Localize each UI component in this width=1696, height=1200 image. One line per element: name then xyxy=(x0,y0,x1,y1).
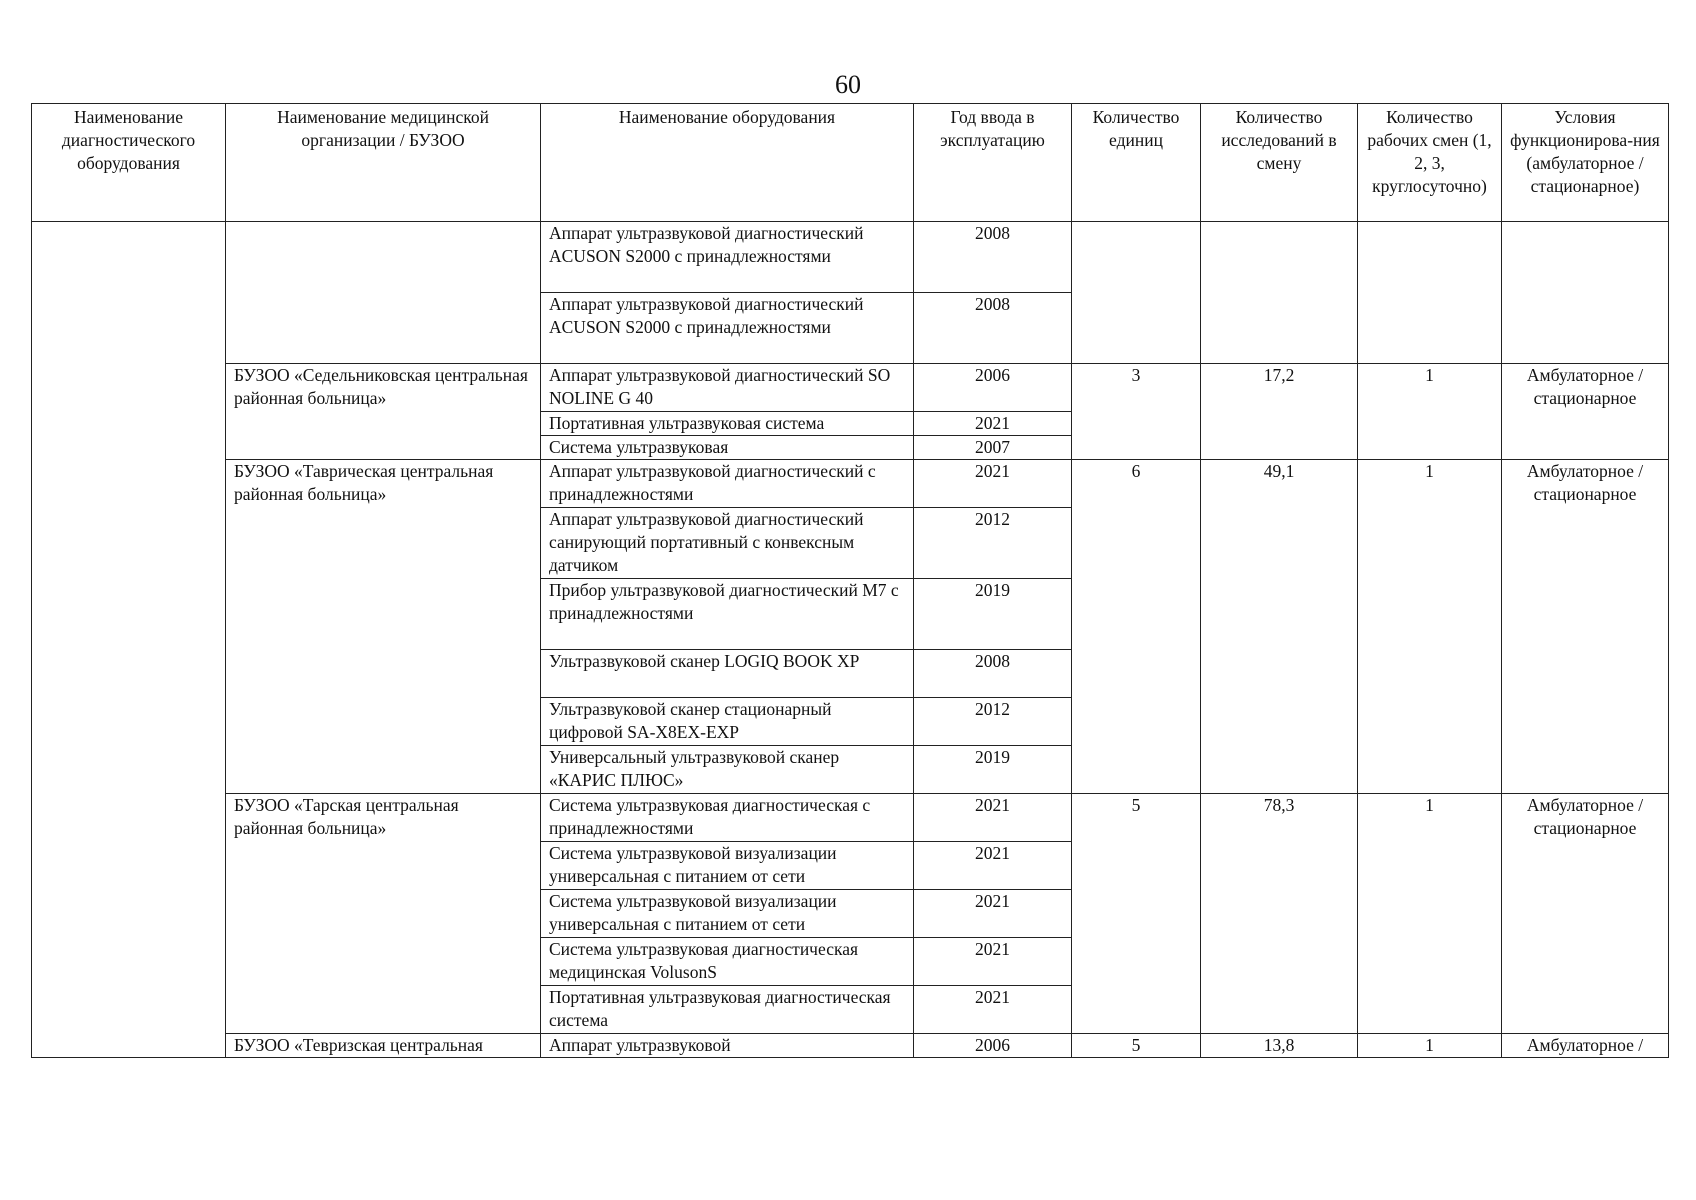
year-cell: 2006 xyxy=(914,1034,1072,1058)
equipment-name-cell: Аппарат ультразвуковой xyxy=(541,1034,914,1058)
units-cell: 6 xyxy=(1072,460,1201,794)
org-name-cell: БУЗОО «Тевризская центральная xyxy=(226,1034,541,1058)
equipment-name-cell: Портативная ультразвуковая система xyxy=(541,412,914,436)
year-cell: 2021 xyxy=(914,842,1072,890)
equipment-name-cell: Портативная ультразвуковая диагностическая система xyxy=(541,986,914,1034)
equipment-name-cell: Универсальный ультразвуковой сканер «КАРИС ПЛЮС» xyxy=(541,746,914,794)
shifts-cell: 1 xyxy=(1358,1034,1502,1058)
conditions-cell: Амбулаторное / xyxy=(1502,1034,1669,1058)
table-row xyxy=(32,1034,1669,1058)
equipment-name-cell: Аппарат ультразвуковой диагностический ACUSON S2000 с принадлежностями xyxy=(541,293,914,364)
year-cell: 2019 xyxy=(914,746,1072,794)
year-cell: 2007 xyxy=(914,436,1072,460)
studies-cell: 17,2 xyxy=(1201,364,1358,460)
header-row xyxy=(32,104,1669,222)
year-cell: 2021 xyxy=(914,794,1072,842)
equipment-name-cell: Система ультразвуковая xyxy=(541,436,914,460)
header-organization: Наименование медицинской организации / БУЗОО xyxy=(226,104,541,222)
page-number: 60 xyxy=(835,70,861,99)
org-cell xyxy=(226,222,541,364)
units-cell: 5 xyxy=(1072,794,1201,1034)
header-equipment-name: Наименование оборудования xyxy=(541,104,914,222)
year-cell: 2006 xyxy=(914,364,1072,412)
header-conditions: Условия функционирова-ния (амбулаторное / стационарное) xyxy=(1502,104,1669,222)
year-cell: 2021 xyxy=(914,938,1072,986)
year-cell: 2019 xyxy=(914,579,1072,650)
equipment-name-cell: Прибор ультразвуковой диагностический М7 с принадлежностями xyxy=(541,579,914,650)
units-cell xyxy=(1072,222,1201,364)
conditions-cell: Амбулаторное / стационарное xyxy=(1502,364,1669,460)
equipment-name-cell: Аппарат ультразвуковой диагностический ACUSON S2000 с принадлежностями xyxy=(541,222,914,293)
table-row xyxy=(32,794,1669,842)
year-cell: 2012 xyxy=(914,508,1072,579)
conditions-cell: Амбулаторное / стационарное xyxy=(1502,460,1669,794)
header-diagnostic-equipment: Наименование диагностического оборудования xyxy=(32,104,226,222)
studies-cell xyxy=(1201,222,1358,364)
equipment-table xyxy=(31,103,1669,1058)
org-name-cell: БУЗОО «Седельниковская центральная районная больница» xyxy=(226,364,541,460)
equipment-name-cell: Система ультразвуковой визуализации универсальная с питанием от сети xyxy=(541,890,914,938)
header-year: Год ввода в эксплуатацию xyxy=(914,104,1072,222)
year-cell: 2021 xyxy=(914,986,1072,1034)
header-shifts: Количество рабочих смен (1, 2, 3, круглосуточно) xyxy=(1358,104,1502,222)
table-row xyxy=(32,460,1669,508)
equipment-name-cell: Система ультразвуковая диагностическая с принадлежностями xyxy=(541,794,914,842)
table-row xyxy=(32,364,1669,412)
studies-cell: 49,1 xyxy=(1201,460,1358,794)
header-units: Количество единиц xyxy=(1072,104,1201,222)
shifts-cell: 1 xyxy=(1358,364,1502,460)
header-studies: Количество исследований в смену xyxy=(1201,104,1358,222)
year-cell: 2008 xyxy=(914,222,1072,293)
conditions-cell: Амбулаторное / стационарное xyxy=(1502,794,1669,1034)
year-cell: 2021 xyxy=(914,412,1072,436)
diagnostic-equipment-cell xyxy=(32,222,226,1058)
units-cell: 3 xyxy=(1072,364,1201,460)
equipment-name-cell: Ультразвуковой сканер LOGIQ BOOK XP xyxy=(541,650,914,698)
shifts-cell: 1 xyxy=(1358,794,1502,1034)
equipment-name-cell: Аппарат ультразвуковой диагностический SO NOLINE G 40 xyxy=(541,364,914,412)
units-cell: 5 xyxy=(1072,1034,1201,1058)
shifts-cell: 1 xyxy=(1358,460,1502,794)
equipment-name-cell: Система ультразвуковая диагностическая медицинская VolusonS xyxy=(541,938,914,986)
year-cell: 2008 xyxy=(914,650,1072,698)
org-name-cell: БУЗОО «Таврическая центральная районная больница» xyxy=(226,460,541,794)
year-cell: 2012 xyxy=(914,698,1072,746)
org-name-cell: БУЗОО «Тарская центральная районная больница» xyxy=(226,794,541,1034)
equipment-name-cell: Система ультразвуковой визуализации универсальная с питанием от сети xyxy=(541,842,914,890)
equipment-name-cell: Ультразвуковой сканер стационарный цифровой SA-X8EX-EXP xyxy=(541,698,914,746)
studies-cell: 13,8 xyxy=(1201,1034,1358,1058)
conditions-cell xyxy=(1502,222,1669,364)
equipment-name-cell: Аппарат ультразвуковой диагностический с принадлежностями xyxy=(541,460,914,508)
studies-cell: 78,3 xyxy=(1201,794,1358,1034)
shifts-cell xyxy=(1358,222,1502,364)
year-cell: 2008 xyxy=(914,293,1072,364)
table-row xyxy=(32,222,1669,293)
year-cell: 2021 xyxy=(914,890,1072,938)
year-cell: 2021 xyxy=(914,460,1072,508)
equipment-name-cell: Аппарат ультразвуковой диагностический санирующий портативный с конвексным датчиком xyxy=(541,508,914,579)
